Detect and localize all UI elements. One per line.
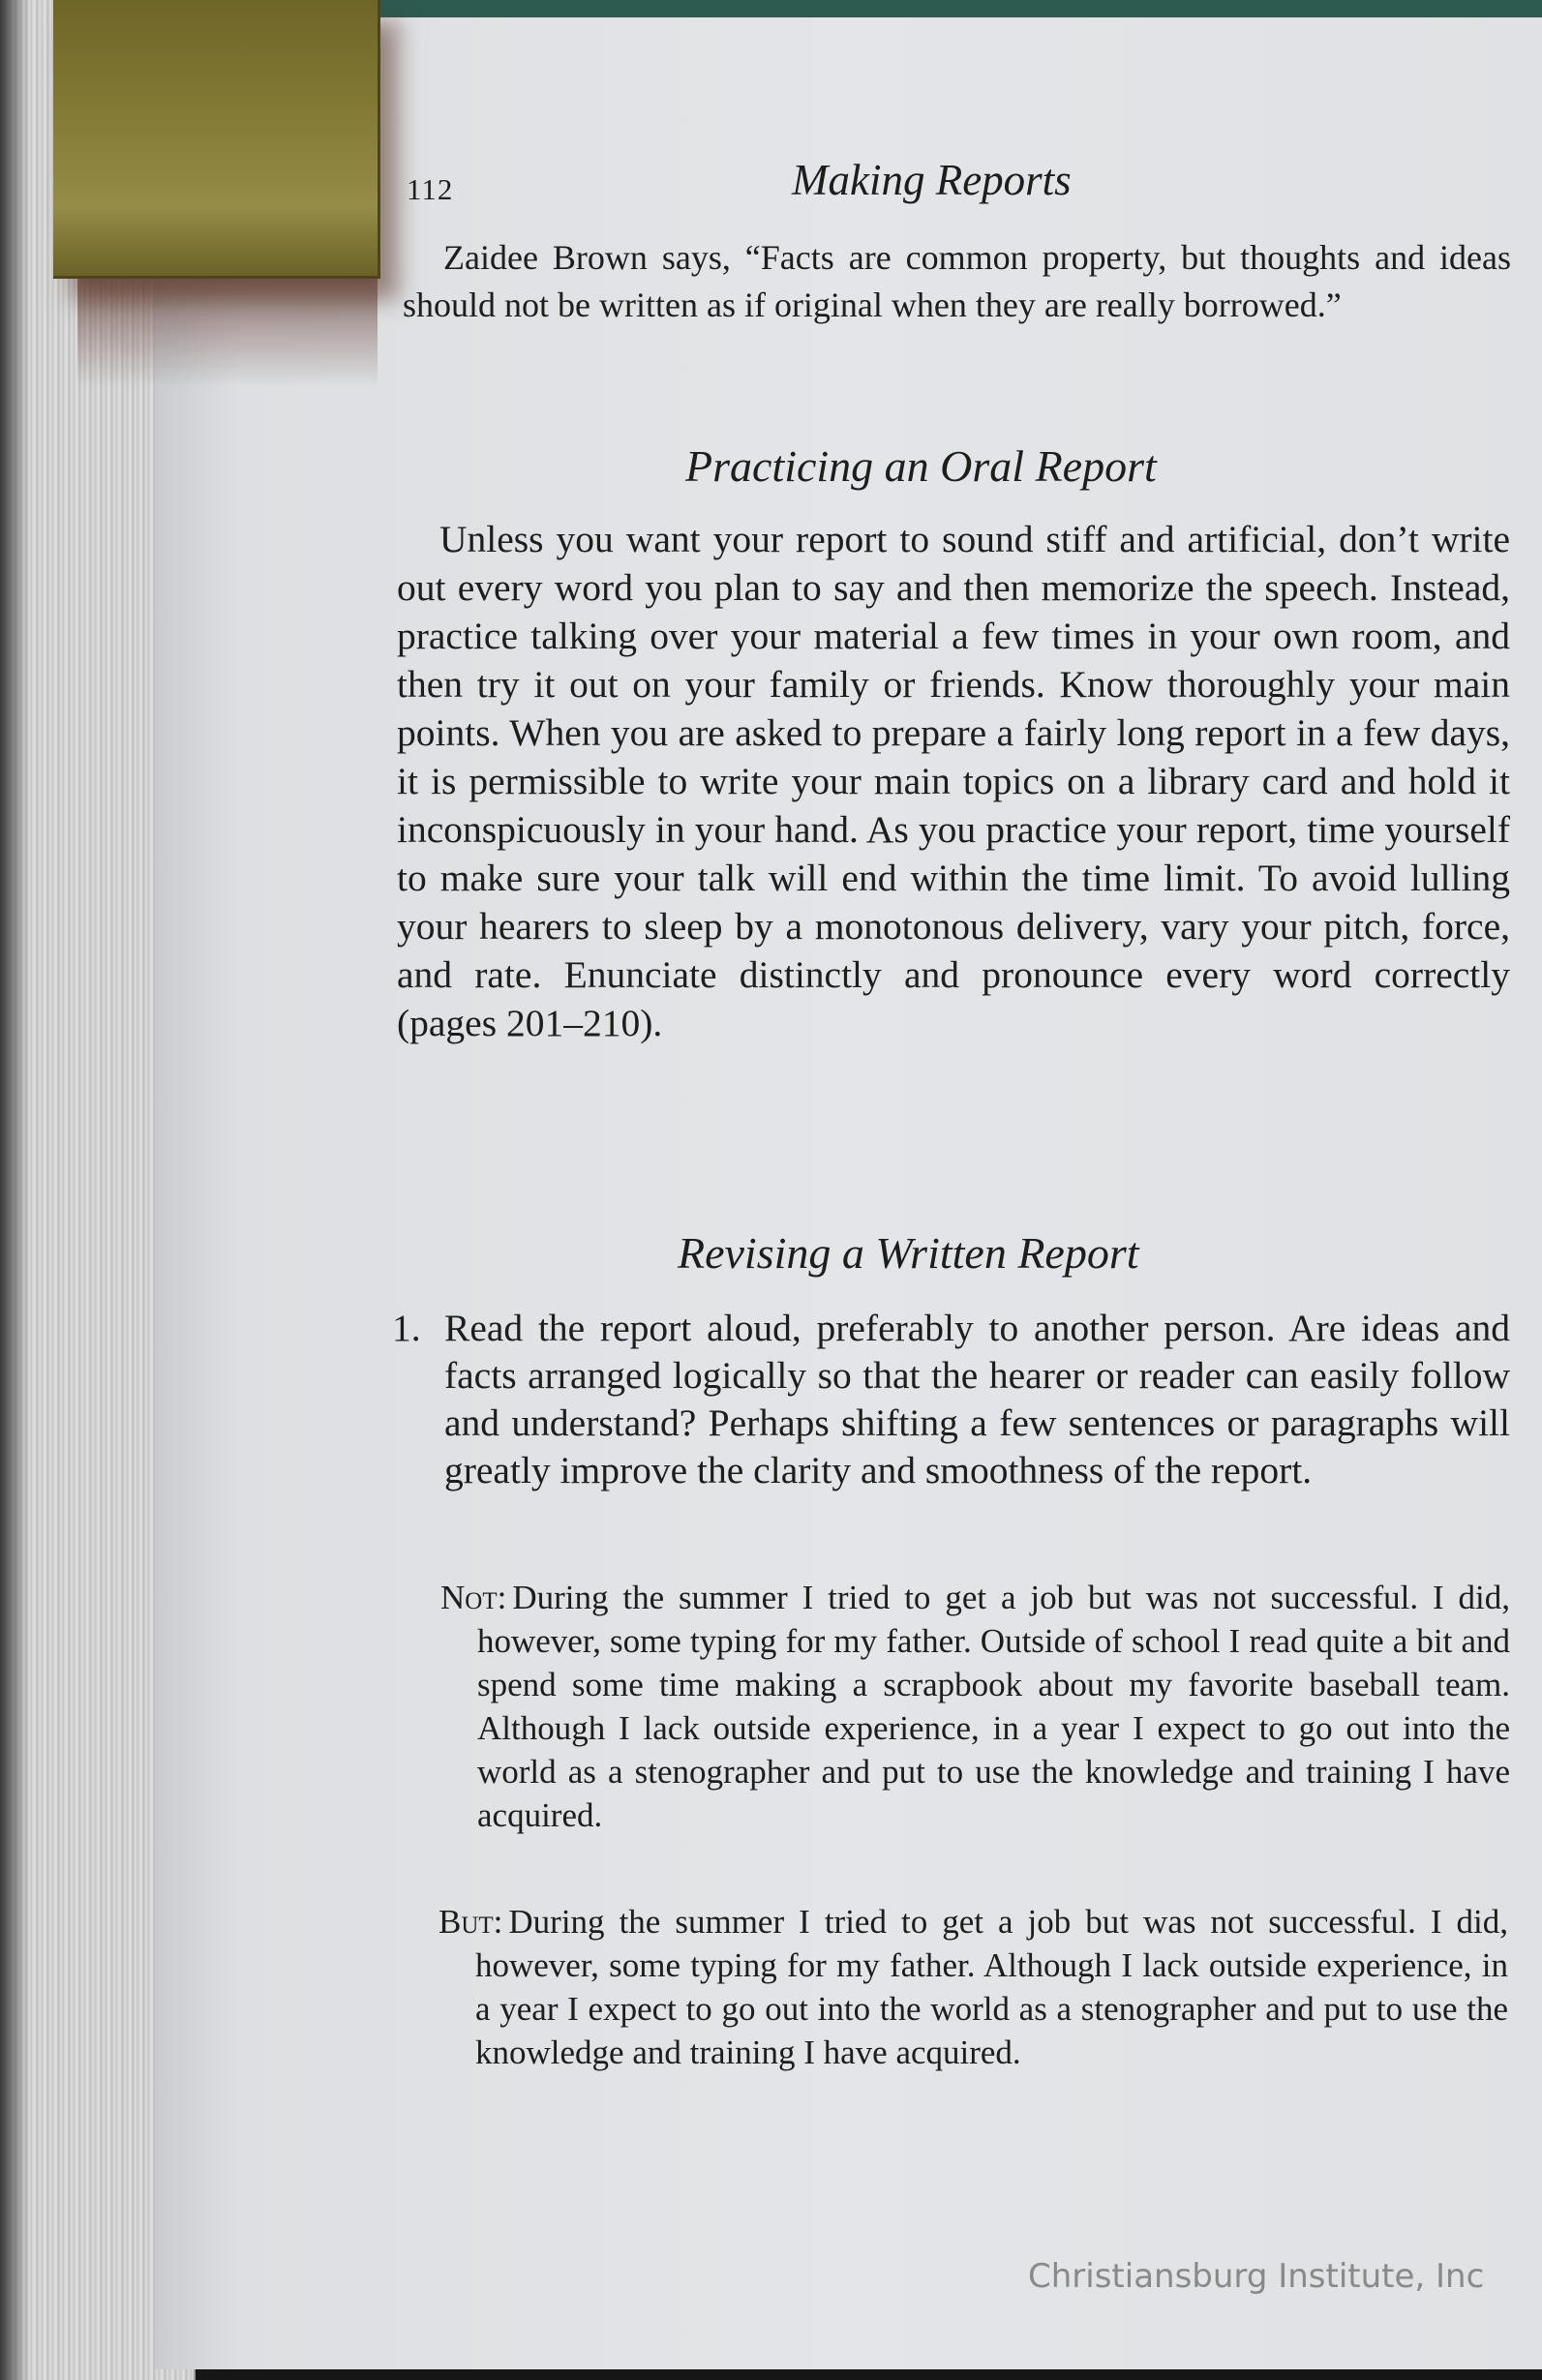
example-but-label: But: bbox=[438, 1903, 503, 1941]
intro-paragraph: Zaidee Brown says, “Facts are common property, but thoughts and ideas should not be written as if original when they are really borrowed.” bbox=[403, 238, 1511, 324]
example-not-text: During the summer I tried to get a job but was not successful. I did, however, some typing for my father. Outside of school I read quite a bit and spend some time making a scrapbook about my favorite baseball team. Although I lack outside experience, in a year I expect to go out into the world as a stenographer and put to use the knowledge and training I have acquired. bbox=[477, 1579, 1510, 1834]
section-heading-oral-report: Practicing an Oral Report bbox=[685, 441, 1157, 491]
bookmark-clip bbox=[53, 0, 380, 279]
example-but bbox=[438, 1900, 1508, 2074]
list-item-text: Read the report aloud, preferably to another person. Are ideas and facts arranged logically so that the hearer or reader can easily follow and understand? Perhaps shifting a few sentences or paragraphs will greatly improve the clarity and smoothness of the report. bbox=[444, 1307, 1510, 1491]
example-not-label: Not: bbox=[440, 1579, 507, 1616]
section-heading-written-report: Revising a Written Report bbox=[678, 1228, 1139, 1278]
list-item-number: 1. bbox=[392, 1307, 421, 1349]
page-edges-shadow bbox=[0, 0, 29, 2380]
watermark: Christiansburg Institute, Inc bbox=[1028, 2257, 1485, 2296]
list-item bbox=[392, 1305, 1510, 1494]
example-not bbox=[440, 1576, 1510, 1837]
example-but-text: During the summer I tried to get a job but was not successful. I did, however, some typing for my father. Although I lack outside experience, in a year I expect to go out into the world as a stenographer and put to use the knowledge and training I have acquired. bbox=[475, 1903, 1508, 2071]
bookmark-shadow bbox=[77, 271, 378, 387]
oral-report-paragraph: Unless you want your report to sound stiff and artificial, don’t write out every word you plan to say and then memorize the speech. Instead, practice talking over your material a few times in your own room, and then try it out on your family or friends. Know thoroughly your main points. When you are asked to prepare a fairly long report in a few days, it is permissible to write your main topics on a library card and hold it inconspicuously in your hand. As you practice your report, time yourself to make sure your talk will end within the time limit. To avoid lulling your hearers to sleep by a monotonous delivery, vary your pitch, force, and rate. Enunciate distinctly and pronounce every word correctly (pages 201–210). bbox=[397, 518, 1510, 1044]
page-number: 112 bbox=[407, 172, 454, 206]
running-head: Making Reports bbox=[792, 156, 1072, 204]
